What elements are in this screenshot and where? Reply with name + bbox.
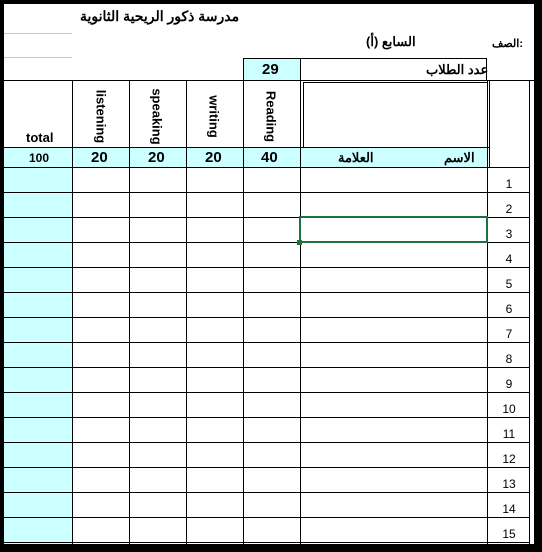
rule bbox=[487, 80, 488, 544]
rule bbox=[303, 82, 487, 83]
rule bbox=[4, 417, 530, 418]
top-left-rule-2 bbox=[4, 57, 72, 58]
row-number: 7 bbox=[505, 327, 513, 341]
row-number: 1 bbox=[505, 177, 513, 191]
rule bbox=[4, 467, 530, 468]
row-number: 13 bbox=[502, 477, 516, 491]
writing-max-mark: 20 bbox=[205, 149, 222, 166]
speaking-column-header: speaking bbox=[149, 88, 165, 145]
listening-max-mark: 20 bbox=[91, 149, 108, 166]
rule bbox=[4, 292, 530, 293]
row-number: 10 bbox=[502, 402, 516, 416]
row-number: 2 bbox=[505, 202, 513, 216]
writing-column-header: writing bbox=[206, 95, 222, 138]
rule bbox=[4, 517, 530, 518]
listening-column-header: listening bbox=[93, 89, 109, 144]
mark-column-header: العلامة bbox=[338, 150, 374, 165]
top-left-rule bbox=[4, 33, 72, 34]
reading-max-mark: 40 bbox=[261, 149, 278, 166]
rule bbox=[4, 367, 530, 368]
row-number: 5 bbox=[505, 277, 513, 291]
students-count[interactable]: 29 bbox=[262, 61, 279, 78]
spreadsheet bbox=[4, 4, 534, 544]
row-number: 6 bbox=[505, 302, 513, 316]
total-column-fill bbox=[4, 167, 72, 544]
rule bbox=[529, 80, 530, 544]
row-number: 15 bbox=[502, 527, 516, 541]
speaking-max-mark: 20 bbox=[148, 149, 165, 166]
rule bbox=[300, 58, 301, 80]
rule bbox=[243, 80, 244, 544]
rule bbox=[4, 317, 530, 318]
row-number: 14 bbox=[502, 502, 516, 516]
rule bbox=[129, 80, 130, 544]
row-number: 8 bbox=[505, 352, 513, 366]
row-number: 3 bbox=[505, 227, 513, 241]
total-max-mark: 100 bbox=[29, 151, 50, 165]
rule bbox=[4, 392, 530, 393]
row-number: 4 bbox=[505, 252, 513, 266]
name-column-header: الاسم bbox=[444, 150, 475, 165]
fill-handle[interactable] bbox=[297, 240, 302, 245]
rule bbox=[4, 167, 530, 168]
rule bbox=[186, 80, 187, 544]
rule bbox=[489, 80, 490, 168]
rule bbox=[300, 80, 301, 544]
reading-column-header: Reading bbox=[263, 90, 279, 143]
rule bbox=[4, 542, 530, 543]
class-label: الصف: bbox=[492, 38, 524, 50]
rule bbox=[4, 442, 530, 443]
rule bbox=[243, 58, 487, 59]
rule bbox=[4, 492, 530, 493]
rule bbox=[4, 147, 490, 148]
rule bbox=[243, 58, 244, 80]
rule bbox=[4, 267, 530, 268]
students-label: عدد الطلاب bbox=[426, 62, 489, 77]
rule bbox=[4, 342, 530, 343]
total-column-header: total bbox=[26, 130, 54, 145]
active-cell[interactable] bbox=[299, 216, 488, 243]
school-name: مدرسة ذكور الريحية الثانوية bbox=[80, 8, 240, 24]
class-value: السابع (أ) bbox=[366, 34, 416, 49]
rule bbox=[303, 82, 304, 147]
rule bbox=[72, 80, 73, 544]
row-number: 12 bbox=[502, 452, 516, 466]
rule bbox=[4, 192, 530, 193]
row-number: 11 bbox=[502, 427, 516, 441]
row-number: 9 bbox=[505, 377, 513, 391]
